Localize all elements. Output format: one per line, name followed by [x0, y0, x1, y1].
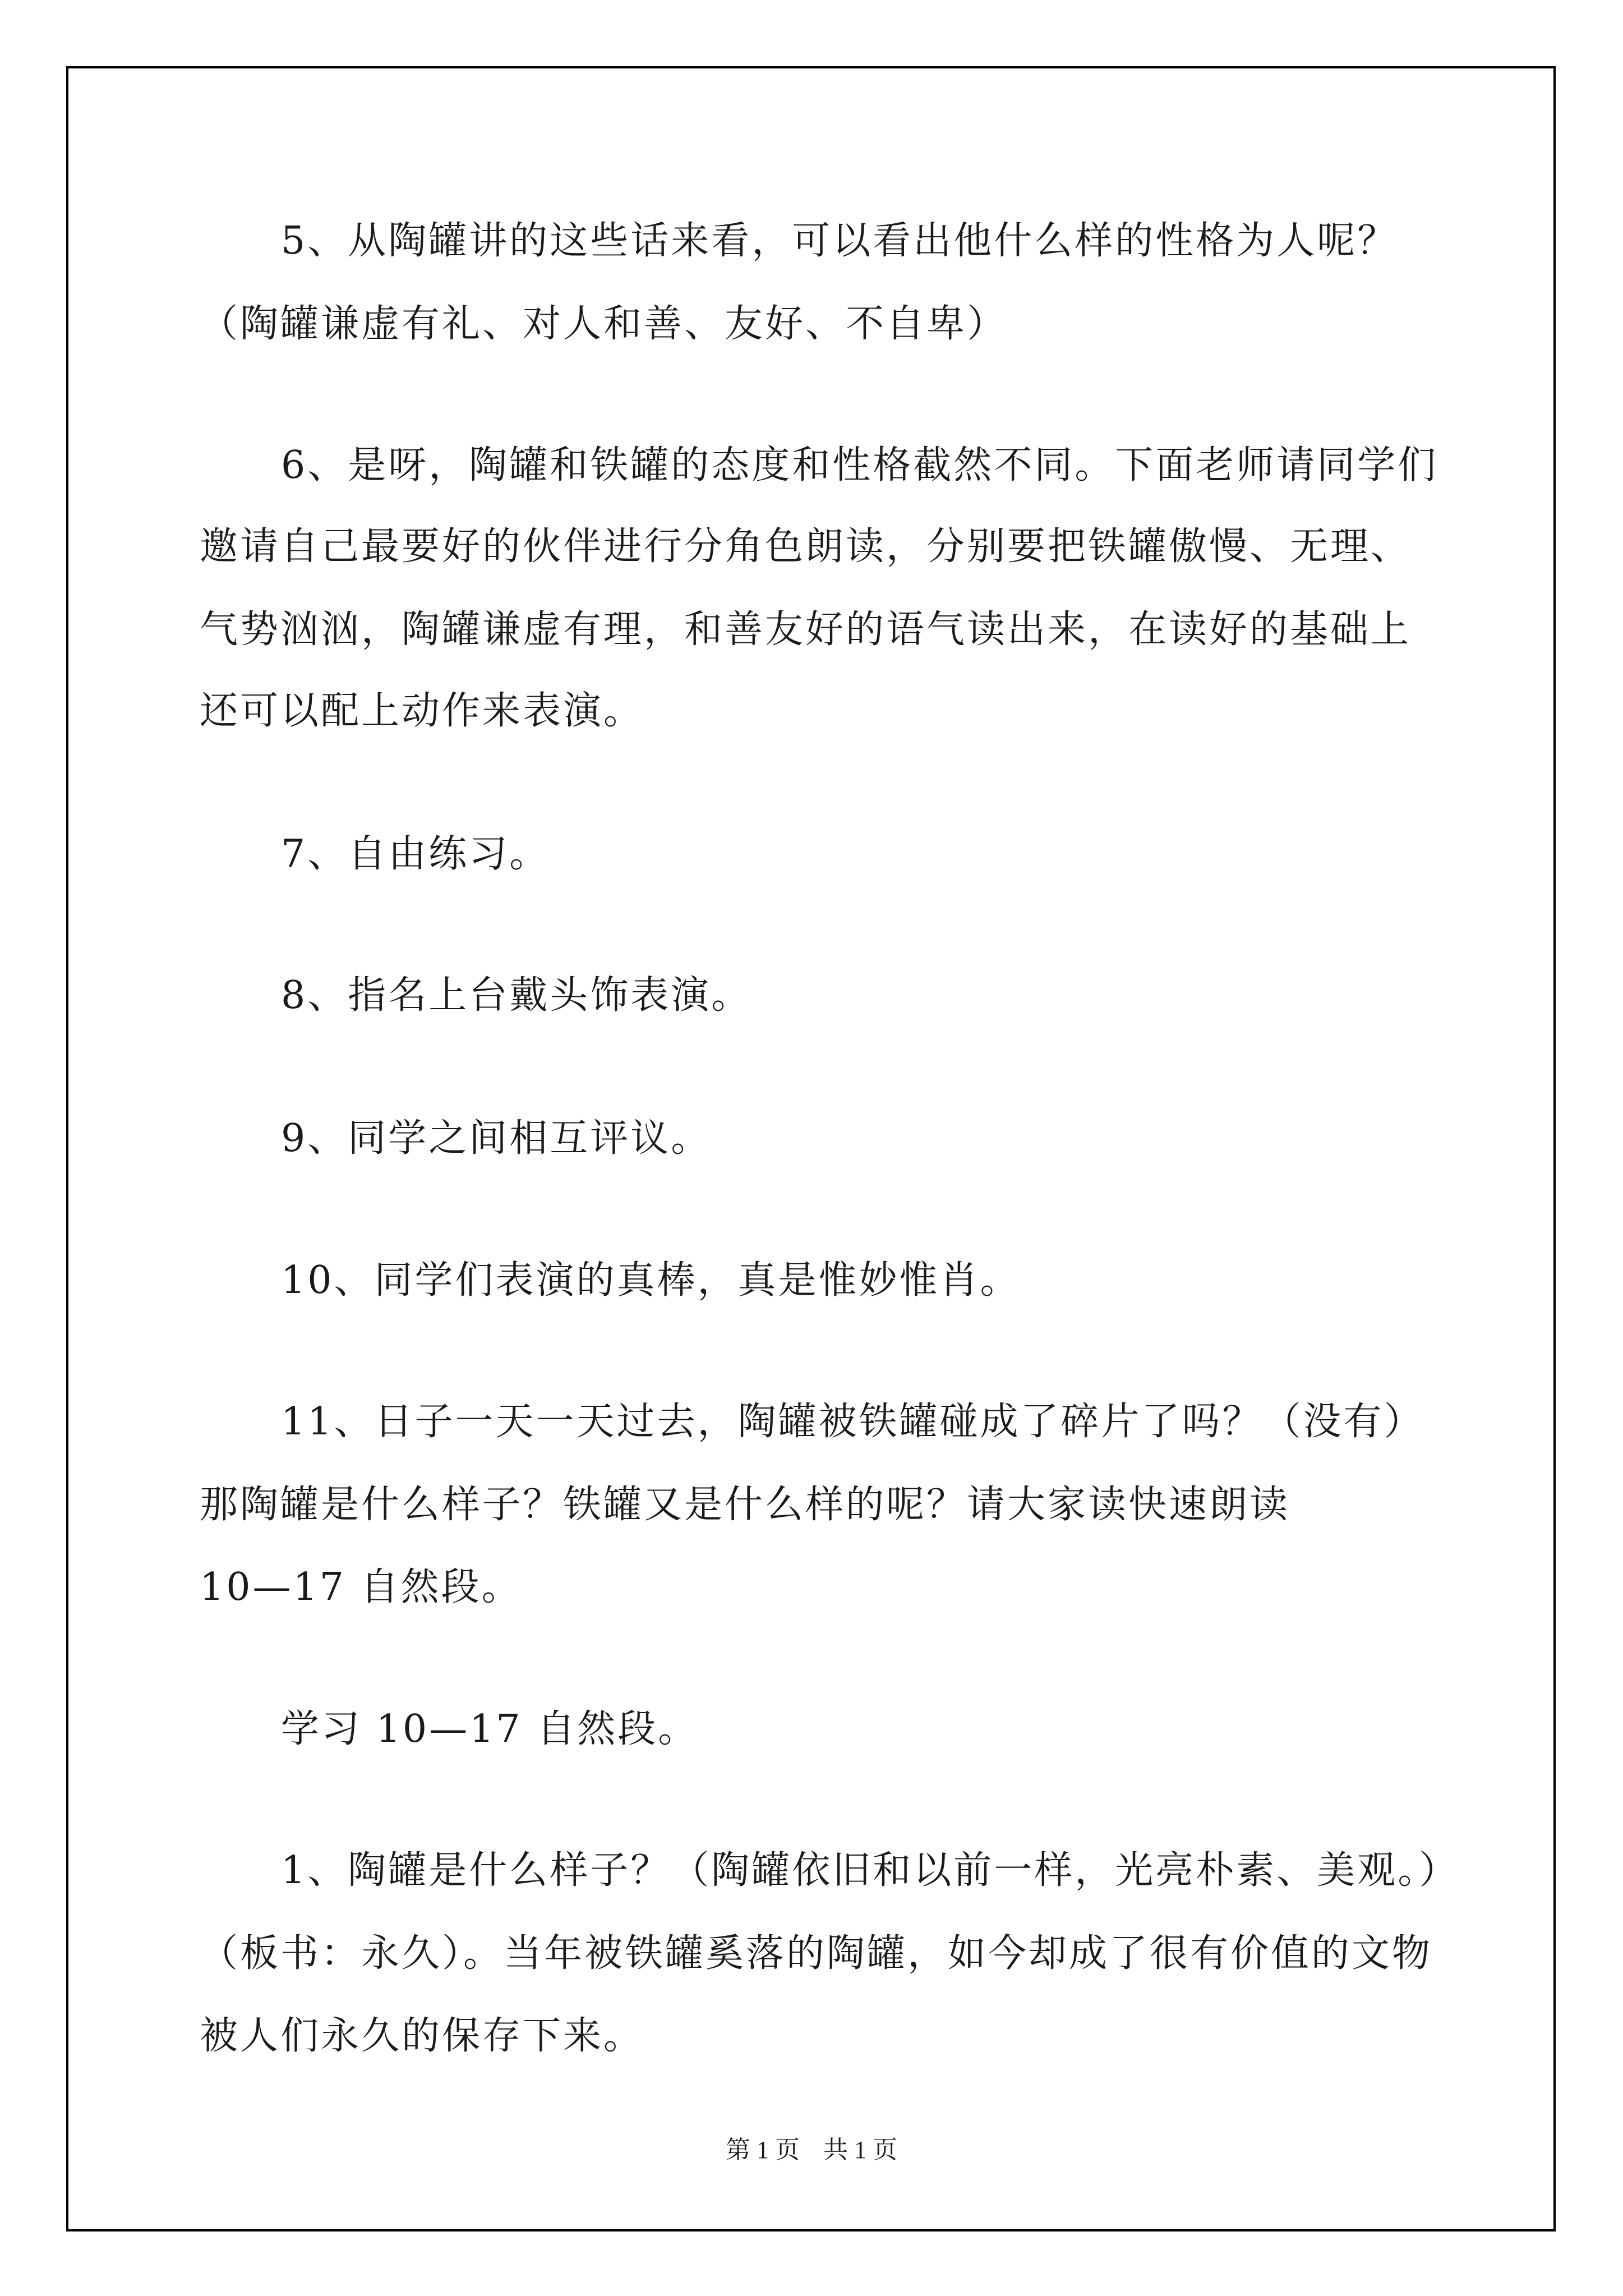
- page-number: 第 1 页: [726, 2136, 800, 2164]
- paragraph-line: 6、是呀，陶罐和铁罐的态度和性格截然不同。下面老师请同学们: [281, 443, 1438, 487]
- paragraph-line: 那陶罐是什么样子？铁罐又是什么样的呢？请大家读快速朗读: [200, 1483, 1290, 1527]
- page-total: 共 1 页: [823, 2136, 897, 2164]
- paragraph-line: 7、自由练习。: [281, 832, 550, 876]
- paragraph-line: 8、指名上台戴头饰表演。: [281, 973, 752, 1018]
- paragraph-line: 气势汹汹，陶罐谦虚有理，和善友好的语气读出来，在读好的基础上: [200, 608, 1412, 652]
- paragraph-line: （陶罐谦虚有礼、对人和善、友好、不自卑）: [200, 302, 1008, 346]
- paragraph-line: 10、同学们表演的真棒，真是惟妙惟肖。: [281, 1258, 1021, 1303]
- paragraph-line: 邀请自己最要好的伙伴进行分角色朗读，分别要把铁罐傲慢、无理、: [200, 524, 1412, 569]
- paragraph-line: 学习 10—17 自然段。: [281, 1707, 699, 1751]
- page-footer: [0, 2134, 1623, 2166]
- paragraph-line: 9、同学之间相互评议。: [281, 1116, 712, 1161]
- paragraph-line: 1、陶罐是什么样子？（陶罐依旧和以前一样，光亮朴素、美观。）: [281, 1848, 1460, 1893]
- paragraph-line: 被人们永久的保存下来。: [200, 2014, 644, 2058]
- paragraph-line: 5、从陶罐讲的这些话来看，可以看出他什么样的性格为人呢？: [281, 219, 1398, 263]
- paragraph-line: （板书：永久）。当年被铁罐奚落的陶罐，如今却成了很有价值的文物: [200, 1931, 1433, 1976]
- paragraph-line: 10—17 自然段。: [200, 1565, 522, 1609]
- paragraph-line: 还可以配上动作来表演。: [200, 689, 644, 733]
- paragraph-line: 11、日子一天一天过去，陶罐被铁罐碰成了碎片了吗？（没有）: [281, 1400, 1424, 1444]
